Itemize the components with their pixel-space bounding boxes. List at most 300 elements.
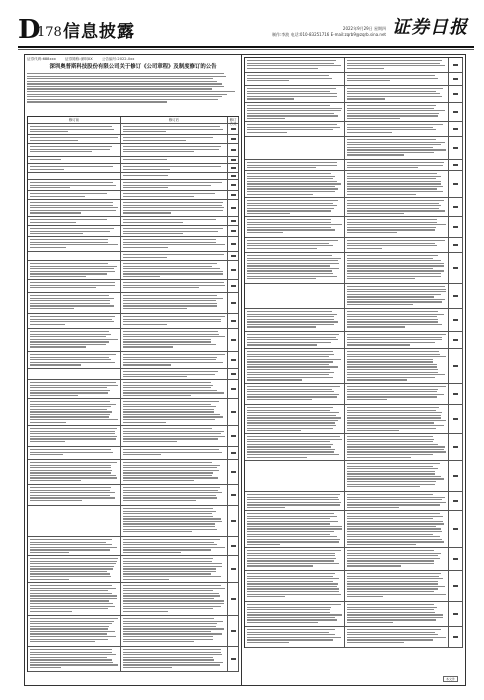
method-cell bbox=[228, 399, 239, 425]
text-line bbox=[247, 245, 334, 246]
text-line bbox=[247, 560, 335, 561]
text-line bbox=[30, 202, 114, 203]
text-line bbox=[347, 407, 440, 408]
text-line bbox=[247, 129, 333, 130]
table-row bbox=[28, 426, 239, 447]
text-line bbox=[347, 165, 443, 166]
cell-text bbox=[247, 462, 343, 463]
cell-text bbox=[123, 370, 226, 377]
method-mark bbox=[231, 471, 236, 473]
text-line bbox=[347, 581, 438, 582]
text-line bbox=[123, 409, 214, 410]
text-line bbox=[30, 336, 107, 337]
text-line bbox=[347, 167, 419, 168]
text-line bbox=[247, 521, 339, 522]
before-cell bbox=[245, 511, 345, 547]
before-cell bbox=[245, 627, 345, 647]
method-mark bbox=[231, 598, 236, 600]
text-line bbox=[347, 176, 441, 177]
text-line bbox=[347, 484, 435, 485]
text-line bbox=[347, 326, 406, 327]
text-line bbox=[30, 497, 115, 498]
text-line bbox=[347, 270, 445, 271]
text-line bbox=[347, 154, 405, 155]
cell-text bbox=[30, 145, 119, 152]
method-cell bbox=[228, 583, 239, 615]
text-line bbox=[347, 430, 400, 431]
text-line bbox=[347, 188, 438, 189]
after-cell bbox=[345, 217, 449, 237]
page-number: 178 bbox=[37, 25, 62, 40]
before-cell bbox=[28, 447, 121, 459]
text-line bbox=[30, 576, 111, 577]
method-mark bbox=[453, 244, 458, 246]
before-cell bbox=[245, 548, 345, 570]
text-line bbox=[30, 212, 81, 213]
text-line bbox=[123, 465, 220, 466]
method-cell bbox=[228, 180, 239, 190]
text-line bbox=[123, 354, 226, 355]
cell-text bbox=[30, 584, 119, 612]
text-line bbox=[247, 311, 333, 312]
method-cell bbox=[228, 352, 239, 368]
after-cell bbox=[345, 58, 449, 72]
text-line bbox=[123, 571, 217, 572]
text-line bbox=[247, 265, 330, 266]
text-line bbox=[347, 583, 439, 584]
cell-text bbox=[30, 227, 119, 234]
text-line bbox=[123, 664, 221, 665]
table-row bbox=[28, 261, 239, 280]
text-line bbox=[30, 166, 113, 167]
method-cell bbox=[449, 58, 463, 72]
cell-text bbox=[30, 381, 119, 396]
cell-text bbox=[30, 294, 119, 309]
cell-text bbox=[30, 330, 119, 348]
text-line bbox=[347, 127, 433, 128]
text-line bbox=[247, 513, 335, 514]
text-line bbox=[247, 224, 343, 225]
text-line bbox=[123, 588, 225, 589]
text-line bbox=[347, 536, 440, 537]
cell-text bbox=[247, 285, 343, 286]
text-line bbox=[27, 83, 222, 84]
text-line bbox=[30, 595, 118, 596]
text-line bbox=[347, 354, 441, 355]
before-cell bbox=[245, 73, 345, 85]
text-line bbox=[247, 194, 313, 195]
text-line bbox=[247, 526, 342, 527]
cell-text bbox=[347, 549, 447, 567]
text-line bbox=[347, 563, 434, 564]
cell-text bbox=[247, 385, 343, 400]
text-line bbox=[123, 273, 223, 274]
text-line bbox=[30, 433, 116, 434]
table-row bbox=[28, 369, 239, 380]
method-mark bbox=[231, 545, 236, 547]
text-line bbox=[347, 394, 444, 395]
method-cell bbox=[449, 548, 463, 570]
after-cell bbox=[345, 137, 449, 159]
after-cell bbox=[121, 200, 228, 216]
cell-text bbox=[347, 104, 447, 119]
before-cell bbox=[245, 238, 345, 252]
text-line bbox=[123, 438, 219, 439]
text-line bbox=[347, 379, 408, 380]
text-line bbox=[30, 207, 118, 208]
text-line bbox=[247, 420, 338, 421]
text-line bbox=[30, 477, 117, 478]
cell-text bbox=[247, 628, 343, 643]
text-line bbox=[247, 319, 334, 320]
text-line bbox=[247, 326, 317, 327]
table-row bbox=[245, 571, 463, 602]
text-line bbox=[247, 523, 331, 524]
cell-text bbox=[30, 174, 119, 175]
text-line bbox=[347, 463, 440, 464]
cell-text bbox=[30, 238, 119, 248]
table-row bbox=[28, 556, 239, 583]
table-row bbox=[245, 602, 463, 627]
text-line bbox=[123, 395, 192, 396]
text-line bbox=[347, 232, 398, 233]
text-line bbox=[347, 351, 439, 352]
text-line bbox=[347, 425, 445, 426]
cell-text bbox=[123, 174, 226, 176]
text-line bbox=[30, 652, 113, 653]
text-line bbox=[247, 544, 281, 545]
method-mark bbox=[231, 149, 236, 151]
text-line bbox=[30, 662, 113, 663]
cell-text bbox=[123, 192, 226, 197]
after-cell bbox=[345, 492, 449, 510]
text-line bbox=[30, 151, 93, 152]
cell-text bbox=[30, 507, 119, 508]
method-mark bbox=[453, 183, 458, 185]
table-row bbox=[245, 349, 463, 384]
text-line bbox=[247, 263, 340, 264]
table-row bbox=[245, 160, 463, 171]
table-row bbox=[28, 252, 239, 261]
text-line bbox=[30, 140, 79, 141]
text-line bbox=[347, 108, 435, 109]
text-line bbox=[123, 324, 167, 325]
text-line bbox=[347, 91, 437, 92]
text-line bbox=[123, 462, 213, 463]
table-header-row bbox=[28, 117, 239, 124]
text-line bbox=[123, 319, 221, 320]
method-cell bbox=[449, 171, 463, 197]
text-line bbox=[247, 260, 338, 261]
before-cell bbox=[28, 352, 121, 368]
text-line bbox=[347, 144, 441, 145]
text-line bbox=[30, 664, 119, 665]
text-line bbox=[347, 80, 390, 81]
method-mark bbox=[231, 630, 236, 632]
before-cell bbox=[245, 434, 345, 460]
method-mark bbox=[453, 446, 458, 448]
before-cell bbox=[245, 602, 345, 626]
before-cell bbox=[28, 226, 121, 236]
text-line bbox=[247, 609, 331, 610]
table-row bbox=[28, 180, 239, 191]
text-line bbox=[347, 93, 441, 94]
text-line bbox=[30, 419, 118, 420]
cell-text bbox=[30, 448, 119, 455]
text-line bbox=[347, 528, 442, 529]
text-line bbox=[247, 248, 317, 249]
text-line bbox=[123, 419, 215, 420]
text-line bbox=[347, 208, 439, 209]
method-cell bbox=[228, 164, 239, 172]
text-line bbox=[247, 446, 332, 447]
cell-text bbox=[123, 507, 226, 532]
after-cell bbox=[345, 253, 449, 283]
method-cell bbox=[449, 492, 463, 510]
before-cell bbox=[28, 191, 121, 199]
cell-text bbox=[347, 493, 447, 508]
cell-text bbox=[347, 435, 447, 458]
cell-text bbox=[30, 125, 119, 132]
cell-text bbox=[30, 427, 119, 442]
text-line bbox=[347, 417, 442, 418]
newspaper-logo: 证券日报 bbox=[392, 17, 468, 38]
method-mark bbox=[231, 435, 236, 437]
text-line bbox=[123, 654, 223, 655]
text-line bbox=[30, 571, 107, 572]
before-cell bbox=[28, 485, 121, 505]
text-line bbox=[247, 407, 334, 408]
cell-text bbox=[123, 353, 226, 366]
text-line bbox=[30, 480, 81, 481]
before-cell bbox=[28, 314, 121, 328]
cell-text bbox=[30, 557, 119, 580]
text-line bbox=[123, 244, 225, 245]
method-cell bbox=[228, 261, 239, 279]
cell-text bbox=[123, 400, 226, 423]
table-row bbox=[28, 135, 239, 144]
table-row bbox=[28, 352, 239, 369]
text-line bbox=[347, 255, 438, 256]
text-line bbox=[123, 321, 221, 322]
table-row bbox=[245, 405, 463, 434]
method-mark bbox=[453, 64, 458, 66]
text-line bbox=[247, 124, 337, 125]
text-line bbox=[123, 568, 216, 569]
text-line bbox=[123, 667, 172, 668]
method-cell bbox=[449, 602, 463, 626]
cell-text bbox=[30, 281, 119, 288]
text-line bbox=[123, 126, 221, 127]
method-cell bbox=[449, 384, 463, 404]
text-line bbox=[30, 193, 107, 194]
text-line bbox=[30, 149, 111, 150]
text-line bbox=[247, 539, 340, 540]
text-line bbox=[123, 193, 216, 194]
text-line bbox=[247, 110, 342, 111]
before-cell bbox=[28, 369, 121, 379]
text-line bbox=[247, 132, 287, 133]
text-line bbox=[347, 68, 385, 69]
table-row bbox=[245, 434, 463, 461]
text-line bbox=[30, 549, 110, 550]
text-line bbox=[247, 354, 334, 355]
after-cell bbox=[121, 506, 228, 536]
text-line bbox=[347, 502, 447, 503]
text-line bbox=[30, 385, 118, 386]
text-line bbox=[123, 606, 222, 607]
cell-text bbox=[347, 87, 447, 100]
text-line bbox=[123, 552, 182, 553]
text-line bbox=[347, 516, 443, 517]
text-line bbox=[347, 391, 438, 392]
cell-text bbox=[123, 294, 226, 309]
text-line bbox=[347, 229, 436, 230]
text-line bbox=[123, 492, 222, 493]
table-row bbox=[245, 122, 463, 137]
cell-text bbox=[247, 350, 343, 381]
table-row bbox=[245, 309, 463, 332]
text-line bbox=[123, 285, 225, 286]
cell-text bbox=[30, 181, 119, 188]
text-line bbox=[30, 137, 119, 138]
text-line bbox=[123, 422, 166, 423]
text-line bbox=[247, 634, 335, 635]
cell-text bbox=[347, 254, 447, 279]
text-line bbox=[247, 410, 331, 411]
text-line bbox=[347, 240, 445, 241]
table-row bbox=[28, 485, 239, 506]
text-line bbox=[347, 478, 445, 479]
cell-text bbox=[247, 138, 343, 139]
text-line bbox=[347, 319, 439, 320]
text-line bbox=[247, 203, 333, 204]
text-line bbox=[30, 219, 108, 220]
method-cell bbox=[228, 506, 239, 536]
text-line bbox=[247, 441, 330, 442]
before-cell bbox=[28, 380, 121, 398]
text-line bbox=[247, 619, 338, 620]
stock-code: 证券代码:688xxx bbox=[27, 57, 56, 61]
text-line bbox=[123, 300, 216, 301]
text-line bbox=[30, 244, 119, 245]
after-cell bbox=[345, 160, 449, 170]
before-cell bbox=[28, 124, 121, 134]
text-line bbox=[30, 364, 82, 365]
method-mark bbox=[453, 339, 458, 341]
text-line bbox=[347, 75, 436, 76]
table-row bbox=[245, 461, 463, 492]
cell-text bbox=[123, 165, 226, 170]
after-cell bbox=[121, 135, 228, 143]
text-line bbox=[247, 588, 339, 589]
after-cell bbox=[121, 399, 228, 425]
method-cell bbox=[228, 537, 239, 555]
cell-text bbox=[30, 158, 119, 160]
text-line bbox=[30, 438, 116, 439]
text-line bbox=[347, 88, 443, 89]
text-line bbox=[30, 633, 108, 634]
method-cell bbox=[449, 160, 463, 170]
text-line bbox=[347, 314, 444, 315]
text-line bbox=[123, 542, 215, 543]
before-cell bbox=[28, 399, 121, 425]
text-line bbox=[247, 428, 333, 429]
text-line bbox=[347, 369, 439, 370]
text-line bbox=[247, 364, 330, 365]
method-cell bbox=[228, 217, 239, 225]
method-mark bbox=[453, 295, 458, 297]
method-cell bbox=[228, 447, 239, 459]
text-line bbox=[247, 115, 338, 116]
text-line bbox=[123, 303, 217, 304]
text-line bbox=[347, 194, 417, 195]
method-mark bbox=[231, 285, 236, 287]
text-line bbox=[123, 539, 221, 540]
text-line bbox=[30, 618, 119, 619]
text-line bbox=[347, 436, 433, 437]
text-line bbox=[347, 65, 445, 66]
text-line bbox=[30, 606, 115, 607]
text-line bbox=[247, 188, 339, 189]
cell-text bbox=[123, 557, 226, 580]
text-line bbox=[347, 612, 435, 613]
text-line bbox=[30, 628, 109, 629]
text-line bbox=[27, 101, 167, 102]
table-row bbox=[28, 647, 239, 672]
text-line bbox=[347, 399, 388, 400]
text-line bbox=[30, 392, 109, 393]
text-line bbox=[123, 495, 217, 496]
method-mark bbox=[231, 359, 236, 361]
text-line bbox=[247, 127, 341, 128]
text-line bbox=[347, 316, 437, 317]
table-row bbox=[245, 86, 463, 103]
method-cell bbox=[228, 200, 239, 216]
text-line bbox=[347, 301, 443, 302]
after-cell bbox=[345, 103, 449, 121]
text-line bbox=[347, 63, 441, 64]
text-line bbox=[123, 219, 216, 220]
text-line bbox=[247, 444, 334, 445]
text-line bbox=[247, 191, 335, 192]
text-line bbox=[123, 316, 225, 317]
text-line bbox=[30, 287, 97, 288]
text-line bbox=[123, 344, 216, 345]
before-cell bbox=[245, 171, 345, 197]
method-mark bbox=[453, 393, 458, 395]
text-line bbox=[30, 344, 107, 345]
before-cell bbox=[28, 217, 121, 225]
table-row bbox=[245, 137, 463, 160]
cell-text bbox=[30, 648, 119, 668]
table-row bbox=[28, 460, 239, 485]
text-line bbox=[247, 314, 338, 315]
method-mark bbox=[453, 164, 458, 166]
text-line bbox=[30, 454, 64, 455]
text-line bbox=[247, 504, 340, 505]
text-line bbox=[247, 494, 341, 495]
text-line bbox=[123, 376, 187, 377]
masthead-meta bbox=[272, 26, 386, 38]
text-line bbox=[247, 412, 339, 413]
text-line bbox=[347, 361, 433, 362]
text-line bbox=[123, 521, 222, 522]
text-line bbox=[247, 449, 336, 450]
text-line bbox=[347, 311, 439, 312]
text-line bbox=[30, 359, 111, 360]
text-line bbox=[123, 185, 212, 186]
